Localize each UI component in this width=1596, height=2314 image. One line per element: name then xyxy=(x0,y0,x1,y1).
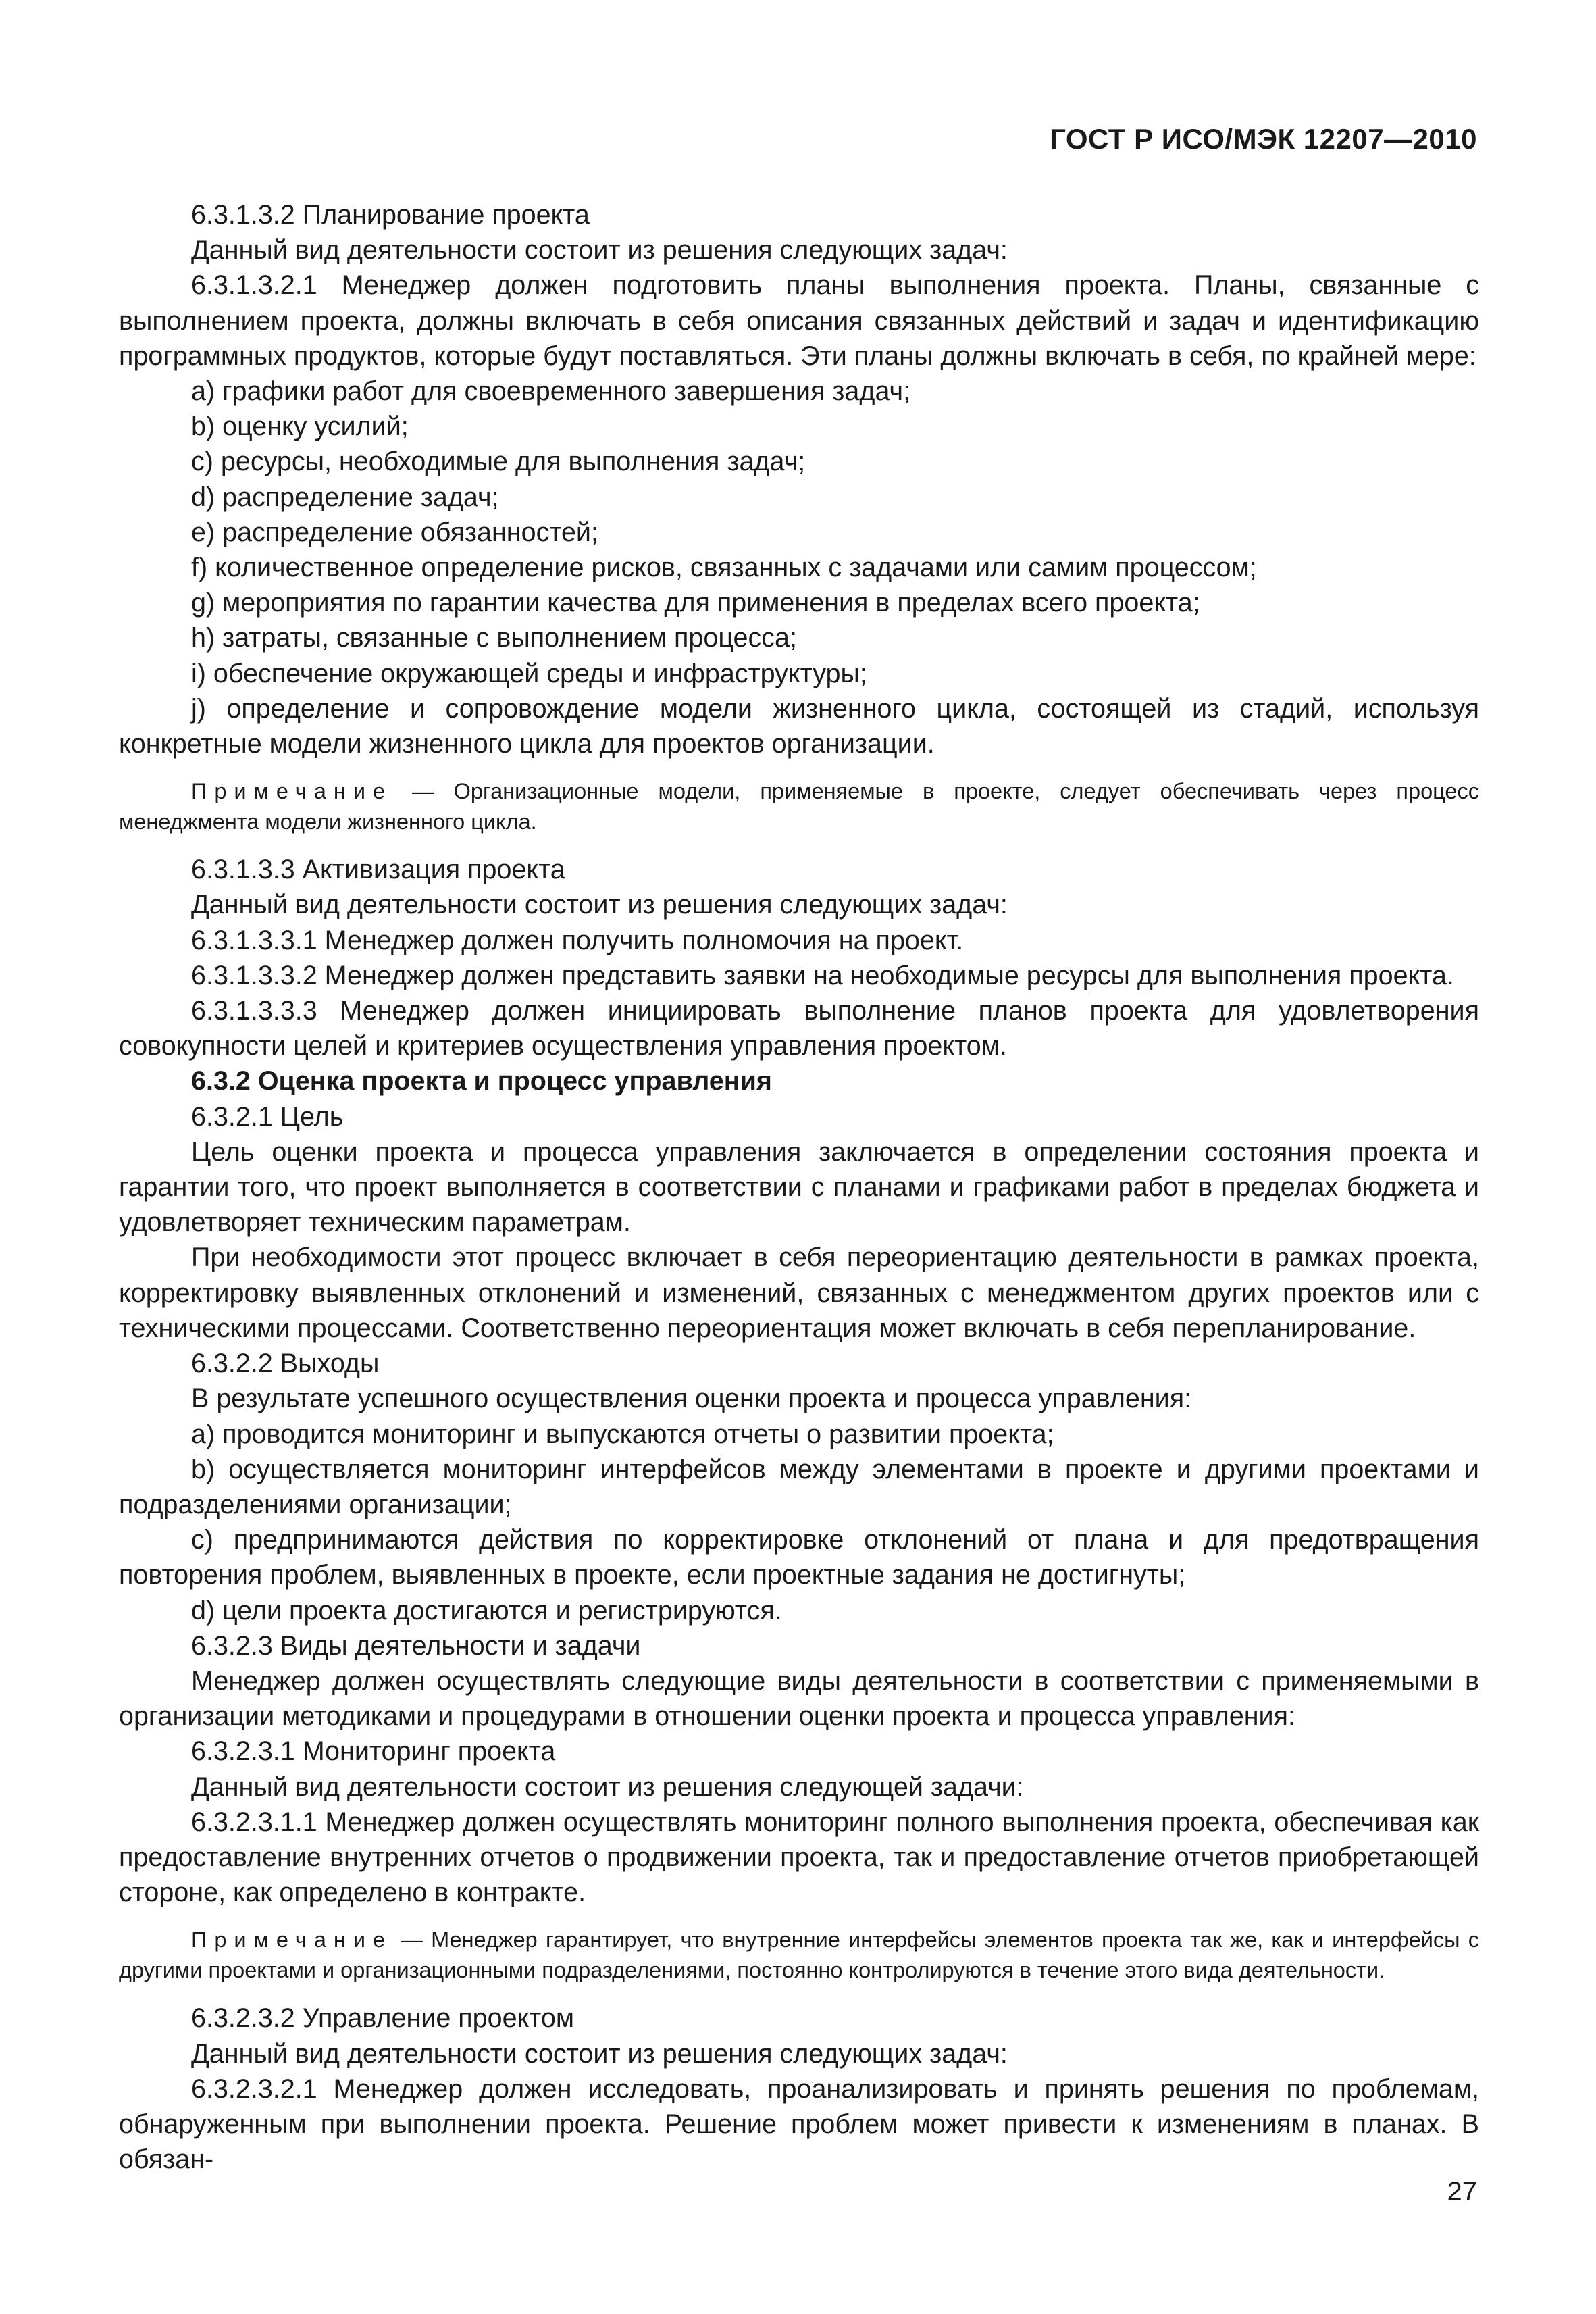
list-item: h) затраты, связанные с выполнением процесса; xyxy=(191,623,797,653)
section-title: 6.3.2 Оценка проекта и процесс управления xyxy=(191,1066,772,1097)
paragraph: 6.3.1.3.3.1 Менеджер должен получить полномочия на проект. xyxy=(191,925,964,955)
list-item: a) проводится мониторинг и выпускаются отчеты о развитии проекта; xyxy=(191,1419,1054,1449)
note xyxy=(119,776,1479,837)
section-heading: 6.3.1.3.3 Активизация проекта xyxy=(191,855,565,885)
section-heading: 6.3.2.3 Виды деятельности и задачи xyxy=(191,1630,641,1661)
paragraph: Данный вид деятельности состоит из решения следующей задачи: xyxy=(191,1771,1024,1802)
paragraph: При необходимости этот процесс включает в себя переориентацию деятельности в рамках проекта, корректировку выявленных отклонений и изменений, связанных с менеджментом других проектов или с техническими процессами. Соответственно переориентация может включать в себя перепланирование. xyxy=(119,1242,1479,1343)
paragraph: 6.3.1.3.3.3 Менеджер должен инициировать выполнение планов проекта для удовлетворения совокупности целей и критериев осуществления управления проектом. xyxy=(119,996,1479,1061)
list-item: i) обеспечение окружающей среды и инфраструктуры; xyxy=(191,658,867,688)
section-heading: 6.3.2.3.2 Управление проектом xyxy=(191,2003,575,2034)
note-label: Примечание xyxy=(191,1928,393,1953)
list-item: j) определение и сопровождение модели жизненного цикла, состоящей из стадий, используя конкретные модели жизненного цикла для проектов организации. xyxy=(119,693,1479,759)
paragraph: Цель оценки проекта и процесса управления заключается в определении состояния проекта и гарантии того, что проект выполняется в соответствии с планами и графиками работ в пределах бюджета и удовлетворяет техническим параметрам. xyxy=(119,1136,1479,1238)
list-item: d) распределение задач; xyxy=(191,482,499,512)
document-body xyxy=(119,197,1479,2177)
list-item: c) предпринимаются действия по корректировке отклонений от плана и для предотвращения повторения проблем, выявленных в проекте, если проектные задания не достигнуты; xyxy=(119,1525,1479,1590)
list-item: b) осуществляется мониторинг интерфейсов между элементами в проекте и другими проектами и подразделениями организации; xyxy=(119,1454,1479,1519)
list-item: c) ресурсы, необходимые для выполнения задач; xyxy=(191,447,806,477)
note-label: Примечание xyxy=(191,779,393,804)
paragraph: Менеджер должен осуществлять следующие виды деятельности в соответствии с применяемыми в организации методиками и процедурами в отношении оценки проекта и процесса управления: xyxy=(119,1665,1479,1732)
page-number: 27 xyxy=(1447,2177,1477,2207)
list-item: d) цели проекта достигаются и регистрируются. xyxy=(191,1595,782,1626)
section-heading: 6.3.2.1 Цель xyxy=(191,1101,344,1132)
note-text: — Менеджер гарантирует, что внутренние интерфейсы элементов проекта так же, как и интерфейсы с другими проектами и организационными подразделениями, постоянно контролируются в течение этого вида деятельности. xyxy=(119,1928,1479,1983)
section-heading: 6.3.2.2 Выходы xyxy=(191,1349,380,1379)
paragraph: 6.3.2.3.2.1 Менеджер должен исследовать, проанализировать и принять решения по проблемам, обнаруженным при выполнении проекта. Решение проблем может привести к изменениям в планах. В обязан- xyxy=(119,2073,1479,2175)
list-item: b) оценку усилий; xyxy=(191,411,409,442)
document-header: ГОСТ Р ИСО/МЭК 12207—2010 xyxy=(1050,123,1477,155)
section-heading: 6.3.1.3.2 Планирование проекта xyxy=(191,200,590,230)
list-item: a) графики работ для своевременного завершения задач; xyxy=(191,376,911,407)
section-heading: 6.3.2.3.1 Мониторинг проекта xyxy=(191,1736,556,1767)
paragraph: Данный вид деятельности состоит из решения следующих задач: xyxy=(191,890,1008,920)
list-item: f) количественное определение рисков, связанных с задачами или самим процессом; xyxy=(191,553,1257,583)
paragraph: Данный вид деятельности состоит из решения следующих задач: xyxy=(191,235,1008,266)
paragraph: 6.3.1.3.2.1 Менеджер должен подготовить планы выполнения проекта. Планы, связанные с выполнением проекта, должны включать в себя описания связанных действий и задач и идентификацию программных продуктов, которые будут поставляться. Эти планы должны включать в себя, по крайней мере: xyxy=(119,270,1479,371)
paragraph: В результате успешного осуществления оценки проекта и процесса управления: xyxy=(191,1384,1192,1414)
note xyxy=(119,1925,1479,1986)
note-text: — Организационные модели, применяемые в проекте, следует обеспечивать через процесс менеджмента модели жизненного цикла. xyxy=(119,779,1479,834)
paragraph: Данный вид деятельности состоит из решения следующих задач: xyxy=(191,2038,1008,2069)
list-item: g) мероприятия по гарантии качества для применения в пределах всего проекта; xyxy=(191,588,1200,618)
paragraph: 6.3.1.3.3.2 Менеджер должен представить заявки на необходимые ресурсы для выполнения проекта. xyxy=(191,960,1454,990)
list-item: e) распределение обязанностей; xyxy=(191,517,598,547)
paragraph: 6.3.2.3.1.1 Менеджер должен осуществлять мониторинг полного выполнения проекта, обеспечивая как предоставление внутренних отчетов о продвижении проекта, так и предоставление отчетов приобретающей стороне, как определено в контракте. xyxy=(119,1807,1479,1908)
